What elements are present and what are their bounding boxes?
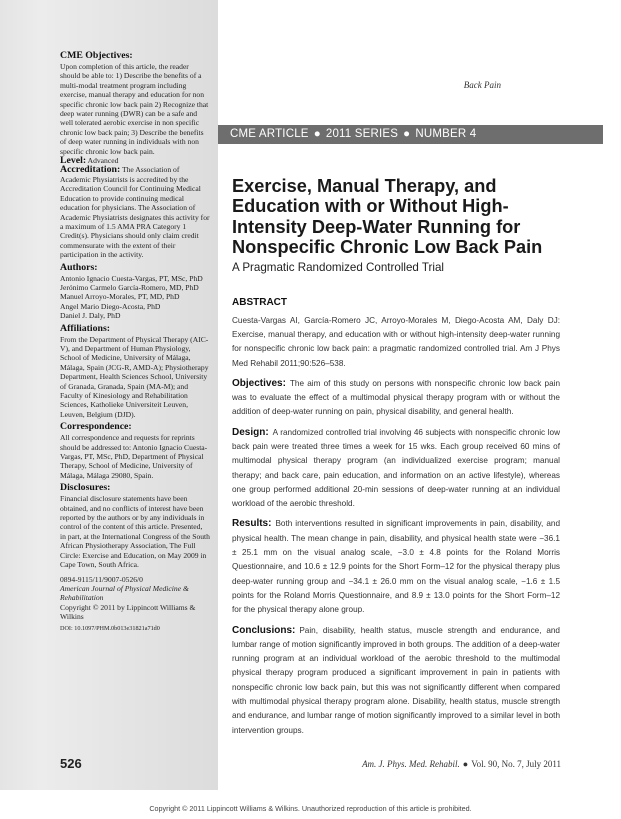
author-name: Jerónimo Carmelo García-Romero, MD, PhD bbox=[60, 282, 199, 292]
footer-volume: Vol. 90, No. 7, July 2011 bbox=[471, 759, 561, 769]
accreditation-block bbox=[60, 165, 210, 259]
accreditation-text: The Association of Academic Physiatrists is accredited by the Accreditation Council for Continuing Medical Education to provide continuing medical education for physicians. The Association of Academic Physiatrists designates this activity for a maximum of 1.5 AMA PRA Category 1 Credit(s). Physicians should only claim credit commensurate with the extent of their participation in the activity. bbox=[60, 165, 210, 260]
abstract-design bbox=[232, 426, 560, 512]
bullet-icon: ● bbox=[462, 759, 469, 769]
copyright-notice: Copyright © 2011 Lippincott Williams & Wilkins. Unauthorized reproduction of this article is prohibited. bbox=[149, 804, 472, 813]
abstract-citation: Cuesta-Vargas AI, García-Romero JC, Arroyo-Morales M, Diego-Acosta AM, Daly DJ: Exercise, manual therapy, and education with or without high-intensity deep-water running for nonspecific chronic low back pain: a pragmatic randomized controlled trial. Am J Phys Med Rehabil 2011;90:526–538. bbox=[232, 315, 560, 368]
abstract-conclusions bbox=[232, 624, 560, 738]
design-label: Design: bbox=[232, 426, 269, 438]
correspondence-heading: Correspondence: bbox=[60, 421, 132, 433]
article-title: Exercise, Manual Therapy, and Education with or Without High-Intensity Deep-Water Running for Nonspecific Chronic Low Back Pain bbox=[232, 176, 543, 258]
sidebar-panel bbox=[0, 0, 218, 790]
doi: DOI: 10.1097/PHM.0b013e31821a71d0 bbox=[60, 624, 160, 632]
author-name: Angel Mario Diego-Acosta, PhD bbox=[60, 301, 161, 311]
conclusions-label: Conclusions: bbox=[232, 624, 296, 636]
affiliations-text: From the Department of Physical Therapy (AIC-V), and Department of Human Physiology, School of Medicine, University of Málaga, Málaga, Spain (JCG-R, AMD-A); Physiotherapy Department, Health Sciences School, University of Granada, Granada, Spain (MA-M); and Faculty of Kinesiology and Rehabilitation Sciences, Katholieke Universiteit Leuven, Leuven, Belgium (DJD). bbox=[60, 334, 209, 419]
level-value: Advanced bbox=[87, 156, 119, 166]
cme-banner bbox=[218, 125, 603, 144]
correspondence-text: All correspondence and requests for reprints should be addressed to: Antonio Ignacio Cuesta-Vargas, PT, MSc, PhD, Department of Physical Therapy, School of Medicine, University of Málaga, Málaga 29080, Spain. bbox=[60, 433, 208, 480]
section-label: Back Pain bbox=[463, 80, 501, 90]
abstract-results bbox=[232, 517, 560, 617]
journal-name: American Journal of Physical Medicine & Rehabilitation bbox=[60, 583, 189, 603]
banner-part-number: NUMBER 4 bbox=[415, 128, 477, 140]
level-heading: Level: bbox=[60, 155, 87, 167]
disclosures-text: Financial disclosure statements have been obtained, and no conflicts of interest have been reported by the authors or by any individuals in control of the content of this article. Presented, in part, at the International Congress of the South African Physiotherapy Association, The Full Circle: Exercise and Education, on May 2009 in Cape Town, South Africa. bbox=[60, 494, 210, 570]
page-number: 526 bbox=[60, 756, 82, 771]
affiliations-heading: Affiliations: bbox=[60, 322, 111, 334]
issn: 0894-9115/11/9007-0526/0 bbox=[60, 574, 143, 584]
banner-part-article: CME ARTICLE bbox=[230, 128, 309, 140]
article-subtitle: A Pragmatic Randomized Controlled Trial bbox=[232, 260, 445, 274]
bullet-icon: ● bbox=[313, 128, 321, 140]
article-main bbox=[232, 176, 560, 744]
sidebar-copyright: Copyright © 2011 by Lippincott Williams & Wilkins bbox=[60, 602, 196, 622]
conclusions-text: Pain, disability, health status, muscle strength and endurance, and lumbar range of motion significantly improved in both groups. The addition of a deep-water running program at an individual workload of the aerobic threshold to the multimodal physical therapy program produced a significant improvement in pain in patients with nonspecific chronic low back pain, but this was not significantly different when compared with multimodal physical therapy program alone. Disability, health status, muscle strength and endurance, and lumbar range of motion significantly improved to a similar level in both intervention groups. bbox=[232, 625, 560, 735]
bullet-icon: ● bbox=[403, 128, 411, 140]
results-label: Results: bbox=[232, 518, 272, 530]
results-text: Both interventions resulted in significant improvements in pain, disability, and physical health. The mean change in pain, disability, and physical health state were −36.1 ± 25.1 mm on the visual analog scale, −3.0 ± 4.8 points for the Roland Morris Questionnaire, and 10.6 ± 12.9 points for the Short Form–12 for the physical therapy plus deep-water running group and −34.1 ± 26.0 mm on the visual analog scale, −1.6 ± 1.5 points for the Roland Morris Questionnaire, and 8.9 ± 13.0 points for the Short Form–12 for the physical therapy alone group. bbox=[232, 519, 560, 615]
sidebar-content bbox=[60, 48, 210, 633]
abstract-objectives bbox=[232, 377, 560, 420]
cme-objectives-heading: CME Objectives: bbox=[60, 50, 133, 61]
footer-journal: Am. J. Phys. Med. Rehabil. bbox=[362, 759, 460, 769]
authors-heading: Authors: bbox=[60, 261, 98, 273]
banner-part-series: 2011 SERIES bbox=[325, 128, 399, 140]
author-name: Manuel Arroyo-Morales, PT, MD, PhD bbox=[60, 292, 180, 302]
objectives-label: Objectives: bbox=[232, 377, 286, 389]
disclosures-heading: Disclosures: bbox=[60, 482, 111, 494]
abstract-heading: ABSTRACT bbox=[232, 296, 287, 308]
cme-objectives-text: Upon completion of this article, the reader should be able to: 1) Describe the benefits of a multi-modal treatment program including exercise, manual therapy and education for non specific chronic low back pain 2) Recognize that deep water running (DWR) can be a safe and well tolerated aerobic exercise in non specific chronic low back pain; 3) Describe the benefits of deep water running in individuals with non specific chronic low back pain. bbox=[60, 62, 209, 156]
footer-citation bbox=[362, 759, 561, 769]
objectives-text: The aim of this study on persons with nonspecific chronic low back pain was to evaluate the effect of a multimodal physical therapy program with or without the addition of deep-water running on pain, physical disability, and general health. bbox=[232, 378, 560, 417]
design-text: A randomized controlled trial involving 46 subjects with nonspecific chronic low back pain were treated three times a week for 15 wks. Each group received 60 mins of multimodal physical therapy program (an individualized exercise program; manual therapy; and back care, pain education, and information on an active lifestyle), whereas one group performed additional 20-min sessions of deep-water running at an individual workload of the aerobic threshold. bbox=[232, 427, 560, 509]
author-name: Daniel J. Daly, PhD bbox=[60, 311, 121, 321]
accreditation-heading: Accreditation: bbox=[60, 164, 121, 176]
author-name: Antonio Ignacio Cuesta-Vargas, PT, MSc, PhD bbox=[60, 273, 203, 283]
